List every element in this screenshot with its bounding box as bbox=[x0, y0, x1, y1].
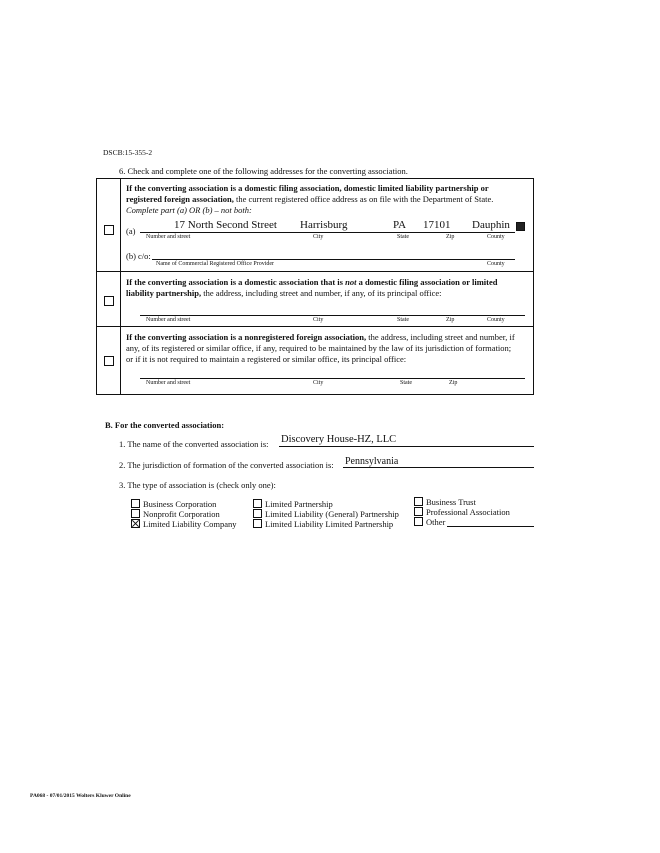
type-llgp[interactable]: Limited Liability (General) Partnership bbox=[253, 509, 399, 519]
caption-county-2: County bbox=[487, 317, 505, 323]
row-divider-1 bbox=[96, 271, 534, 272]
part-a-label: (a) bbox=[126, 226, 136, 236]
type-business-trust[interactable]: Business Trust bbox=[414, 497, 476, 507]
checkbox-icon[interactable] bbox=[414, 517, 423, 526]
jurisdiction-value: Pennsylvania bbox=[345, 456, 399, 467]
section-b-heading: B. For the converted association: bbox=[105, 420, 225, 430]
checkbox-icon[interactable] bbox=[253, 519, 262, 528]
caption-zip-2: Zip bbox=[446, 317, 455, 323]
type-other[interactable]: Other bbox=[414, 517, 445, 527]
street-value: 17 North Second Street bbox=[174, 219, 277, 231]
state-value: PA bbox=[393, 219, 407, 231]
zip-value: 17101 bbox=[423, 219, 451, 231]
option-1-line-2: registered foreign association, the current registered office address as on file with the Department of State. bbox=[126, 194, 494, 204]
type-professional-association[interactable]: Professional Association bbox=[414, 507, 510, 517]
caption-zip-a: Zip bbox=[446, 234, 455, 240]
city-value: Harrisburg bbox=[300, 219, 348, 231]
item-3-label: 3. The type of association is (check only one): bbox=[119, 480, 276, 490]
converted-name-value: Discovery House-HZ, LLC bbox=[281, 434, 397, 445]
caption-state-a: State bbox=[397, 234, 409, 240]
option-1-checkbox[interactable] bbox=[104, 225, 114, 235]
type-nonprofit-corporation[interactable]: Nonprofit Corporation bbox=[131, 509, 220, 519]
row-divider-2 bbox=[96, 326, 534, 327]
option-2-line-2: liability partnership, the address, including street and number, if any, of its principal office: bbox=[126, 288, 442, 298]
checkbox-icon[interactable] bbox=[253, 509, 262, 518]
caption-street-a: Number and street bbox=[146, 234, 191, 240]
option-3-line-1: If the converting association is a nonregistered foreign association, the address, including street and number, if bbox=[126, 332, 515, 342]
option-3-underline bbox=[140, 378, 525, 379]
checked-mark-icon bbox=[516, 222, 525, 231]
type-limited-liability-company[interactable]: Limited Liability Company bbox=[131, 519, 237, 529]
county-value: Dauphin bbox=[472, 219, 510, 231]
item-1-underline bbox=[279, 446, 534, 447]
option-2-checkbox[interactable] bbox=[104, 296, 114, 306]
type-business-corporation[interactable]: Business Corporation bbox=[131, 499, 216, 509]
option-3-line-3: or if it is not required to maintain a registered or similar office, its principal office: bbox=[126, 354, 407, 364]
caption-zip-3: Zip bbox=[449, 380, 458, 386]
section-6-heading: 6. Check and complete one of the following addresses for the converting association. bbox=[119, 166, 408, 176]
checkbox-icon[interactable] bbox=[131, 499, 140, 508]
address-b-underline bbox=[152, 259, 515, 260]
caption-city-2: City bbox=[313, 317, 324, 323]
type-lllp[interactable]: Limited Liability Limited Partnership bbox=[253, 519, 393, 529]
form-id: DSCB:15-355-2 bbox=[103, 148, 153, 157]
caption-county-a: County bbox=[487, 234, 505, 240]
caption-provider: Name of Commercial Registered Office Provider bbox=[156, 261, 275, 267]
caption-city-3: City bbox=[313, 380, 324, 386]
option-1-line-1: If the converting association is a domestic filing association, domestic limited liability partnership or bbox=[126, 183, 489, 193]
option-3-line-2: any, of its registered or similar office, if any, required to be maintained by the law of its jurisdiction of formation; bbox=[126, 343, 512, 353]
option-3-checkbox[interactable] bbox=[104, 356, 114, 366]
option-2-line-1: If the converting association is a domestic association that is not a domestic filing association or limited bbox=[126, 277, 498, 287]
item-2-label: 2. The jurisdiction of formation of the converted association is: bbox=[119, 460, 334, 470]
address-a-underline bbox=[140, 232, 515, 233]
option-2-underline bbox=[140, 315, 525, 316]
type-limited-partnership[interactable]: Limited Partnership bbox=[253, 499, 333, 509]
checkbox-icon[interactable] bbox=[414, 497, 423, 506]
checkbox-icon[interactable] bbox=[414, 507, 423, 516]
other-underline[interactable] bbox=[447, 526, 534, 527]
footer-text: PA068 - 07/01/2015 Wolters Kluwer Online bbox=[30, 793, 131, 799]
part-b-label: (b) c/o: bbox=[126, 251, 151, 261]
caption-state-3: State bbox=[400, 380, 412, 386]
caption-street-3: Number and street bbox=[146, 380, 191, 386]
checkbox-icon[interactable] bbox=[131, 509, 140, 518]
caption-street-2: Number and street bbox=[146, 317, 191, 323]
caption-state-2: State bbox=[397, 317, 409, 323]
checkbox-icon[interactable] bbox=[253, 499, 262, 508]
caption-county-b: County bbox=[487, 261, 505, 267]
item-2-underline bbox=[343, 467, 534, 468]
option-1-line-3: Complete part (a) OR (b) – not both: bbox=[126, 205, 252, 215]
checkbox-column-divider bbox=[120, 178, 121, 395]
checked-checkbox-icon[interactable] bbox=[131, 519, 140, 528]
caption-city-a: City bbox=[313, 234, 324, 240]
item-1-label: 1. The name of the converted association is: bbox=[119, 439, 269, 449]
